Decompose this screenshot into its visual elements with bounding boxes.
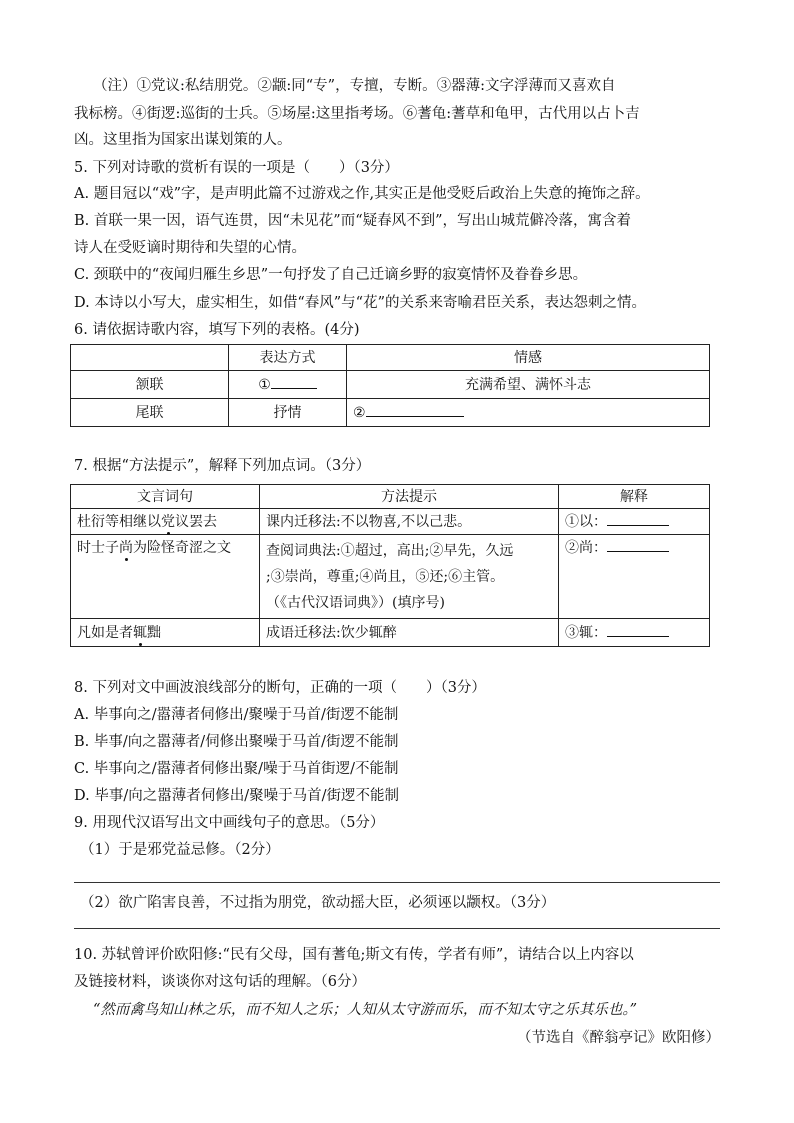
q6-header-empty xyxy=(71,345,229,371)
q7-row3-answer: ③辄： xyxy=(559,619,710,647)
q7-row3-method: 成语迁移法:饮少辄醉 xyxy=(260,619,559,647)
q6-stem: 6. 请依据诗歌内容，填写下列的表格。(4分) xyxy=(74,322,360,338)
q6-row1-label: 颔联 xyxy=(71,371,229,399)
q5-option-c: C. 颈联中的“夜闻归雁生乡思”一句抒发了自己迁谪乡野的寂寞情怀及眷眷乡思。 xyxy=(74,267,588,283)
q5-option-a: A. 题目冠以“戏”字，是声明此篇不过游戏之作,其实正是他受贬后政治上失意的掩饰之辞。 xyxy=(74,186,650,202)
q7-header-method: 方法提示 xyxy=(260,485,559,509)
q7-row2-answer: ②尚： xyxy=(559,535,710,619)
q5-option-b-line2: 诗人在受贬谪时期待和失望的心情。 xyxy=(74,240,306,256)
q7-row1-sentence: 杜衍等相继以党议罢去 xyxy=(71,509,260,535)
q5-stem: 5. 下列对诗歌的赏析有误的一项是（ ）（3分） xyxy=(74,160,399,176)
q6-row2-feeling: ② xyxy=(347,399,710,427)
q8-stem: 8. 下列对文中画波浪线部分的断句，正确的一项（ ）（3分） xyxy=(74,680,486,696)
q8-option-c: C. 毕事向之/嚣薄者伺修出聚/噪于马首街逻/不能制 xyxy=(74,761,399,777)
q6-row1-mode: ① xyxy=(229,371,347,399)
q7-row1-answer: ①以： xyxy=(559,509,710,535)
q9-answer-line-1[interactable] xyxy=(74,882,720,883)
q9-sentence-2: （2）欲广陷害良善，不过指为朋党，欲动摇大臣，必须诬以颛权。（3分） xyxy=(80,895,556,911)
q7-header-row xyxy=(71,485,710,509)
q8-option-a: A. 毕事向之/嚣薄者伺修出/聚噪于马首/街逻不能制 xyxy=(74,707,399,723)
q6-row2-mode: 抒情 xyxy=(229,399,347,427)
q8-option-b: B. 毕事/向之嚣薄者/伺修出聚噪于马首/街逻不能制 xyxy=(74,734,399,750)
dotted-word: 辄 xyxy=(133,624,147,641)
q8-option-d: D. 毕事/向之嚣薄者伺修出/聚噪于马首/街逻不能制 xyxy=(74,788,399,804)
q5-option-b-line1: B. 首联一果一因，语气连贯，因“未见花”而“疑春风不到”，写出山城荒僻冷落，寓含着 xyxy=(74,213,632,229)
q6-header-feeling: 情感 xyxy=(347,345,710,371)
q6-row-1 xyxy=(71,371,710,399)
dotted-word: 尚 xyxy=(119,540,133,556)
q7-row2-sentence: 时士子尚为险怪奇涩之文 xyxy=(71,535,260,619)
q6-row2-label: 尾联 xyxy=(71,399,229,427)
q7-table xyxy=(70,484,710,647)
q5-option-d: D. 本诗以小写大，虚实相生，如借“春风”与“花”的关系来寄喻君臣关系，表达怨刺之情。 xyxy=(74,295,646,311)
q6-header-row xyxy=(71,345,710,371)
q7-row3-answer-blank[interactable] xyxy=(607,623,669,637)
q7-row2-method: 查阅词典法:①超过，高出;②早先，久远 ;③崇尚，尊重;④尚且，⑤还;⑥主管。 （《古代汉语词典》）(填序号) xyxy=(260,535,559,619)
dotted-word: 党 xyxy=(161,513,175,530)
q7-header-answer: 解释 xyxy=(559,485,710,509)
q6-header-mode: 表达方式 xyxy=(229,345,347,371)
note-line-1: （注）①党议:私结朋党。②颛:同“专”，专擅，专断。③器薄:文字浮薄而又喜欢自 xyxy=(93,78,616,94)
q7-row2-answer-blank[interactable] xyxy=(607,538,669,552)
q6-row1-feeling: 充满希望、满怀斗志 xyxy=(347,371,710,399)
q6-row2-answer-blank[interactable] xyxy=(366,403,464,417)
note-line-2: 我标榜。④街逻:巡街的士兵。⑤场屋:这里指考场。⑥蓍龟:蓍草和龟甲，古代用以占卜吉 xyxy=(74,106,640,122)
q7-row-1 xyxy=(71,509,710,535)
q9-sentence-1: （1）于是邪党益忌修。（2分） xyxy=(80,842,280,858)
q6-table xyxy=(70,344,710,427)
q6-row-2 xyxy=(71,399,710,427)
note-line-3: 凶。这里指为国家出谋划策的人。 xyxy=(74,132,292,148)
q10-stem-line2: 及链接材料，谈谈你对这句话的理解。（6分） xyxy=(74,974,366,990)
q10-source: （节选自《醉翁亭记》欧阳修） xyxy=(517,1030,720,1046)
q10-quote: “然而禽鸟知山林之乐，而不知人之乐；人知从太守游而乐，而不知太守之乐其乐也。” xyxy=(93,1002,638,1018)
q7-stem: 7. 根据“方法提示”，解释下列加点词。（3分） xyxy=(74,458,371,474)
q9-stem: 9. 用现代汉语写出文中画线句子的意思。（5分） xyxy=(74,815,385,831)
q7-row-2 xyxy=(71,535,710,619)
q10-stem-line1: 10. 苏轼曾评价欧阳修:“民有父母，国有蓍龟;斯文有传，学者有师”，请结合以上内容以 xyxy=(74,947,634,963)
q7-row1-method: 课内迁移法:不以物喜,不以己悲。 xyxy=(260,509,559,535)
q9-answer-line-2[interactable] xyxy=(74,928,720,929)
q7-header-sentence: 文言词句 xyxy=(71,485,260,509)
q7-row1-answer-blank[interactable] xyxy=(607,512,669,526)
q7-row-3 xyxy=(71,619,710,647)
q7-row3-sentence: 凡如是者辄黜 xyxy=(71,619,260,647)
q6-row1-answer-blank[interactable] xyxy=(271,375,317,389)
